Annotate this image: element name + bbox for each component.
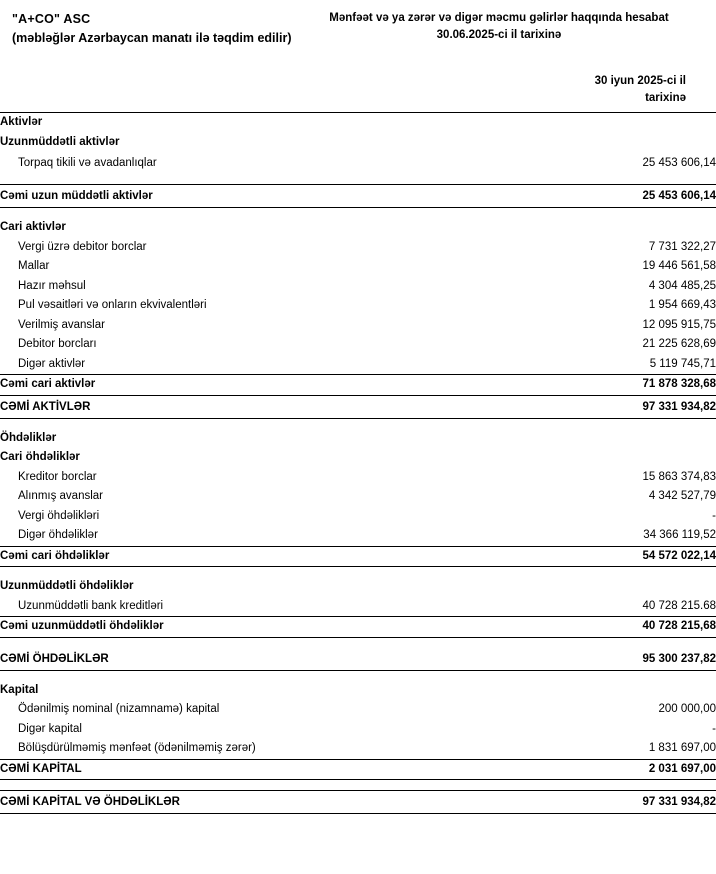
row-label: Uzunmüddətli öhdəliklər xyxy=(0,580,134,593)
row-label: Digər aktivlər xyxy=(18,357,86,370)
row-label: Cəmi uzunmüddətli öhdəliklər xyxy=(0,617,470,638)
row-value: 97 331 934,82 xyxy=(470,395,716,418)
row-value xyxy=(470,133,716,153)
row-label: Aktivlər xyxy=(0,113,470,133)
row-value: 15 863 374,83 xyxy=(642,470,716,483)
table-spacer xyxy=(0,567,716,578)
row-value: 40 728 215.68 xyxy=(642,599,716,612)
table-spacer xyxy=(0,418,716,429)
row-label: Ödənilmiş nominal (nizamnamə) kapital xyxy=(18,703,220,716)
row-value: 4 342 527,79 xyxy=(648,490,716,503)
row-value: 5 119 745,71 xyxy=(649,357,716,370)
row-label: Torpaq tikili və avadanlıqlar xyxy=(18,157,157,170)
row-label: Verilmiş avanslar xyxy=(18,318,105,331)
table-row xyxy=(0,185,716,208)
report-title: Mənfəət və ya zərər və digər məcmu gəlirlər haqqında hesabat xyxy=(329,12,669,24)
table-row xyxy=(0,218,716,238)
row-value xyxy=(470,577,716,597)
column-header xyxy=(0,73,716,106)
row-label: Uzunmüddətli bank kreditləri xyxy=(18,599,164,612)
row-value: 200 000,00 xyxy=(658,703,716,716)
row-label: Kreditor borclar xyxy=(18,470,97,483)
table-row xyxy=(0,681,716,701)
row-label: Cari öhdəliklər xyxy=(0,451,80,464)
table-row xyxy=(0,257,716,277)
report-date: 30.06.2025-ci il tarixinə xyxy=(436,28,562,41)
row-label: Kapital xyxy=(0,683,39,696)
table-spacer xyxy=(0,208,716,219)
row-value: 95 300 237,82 xyxy=(470,648,716,671)
row-value: 1 831 697,00 xyxy=(648,742,716,755)
row-label: Vergi üzrə debitor borclar xyxy=(18,240,147,253)
table-row xyxy=(0,316,716,336)
document-header xyxy=(0,0,716,45)
row-value: 25 453 606,14 xyxy=(642,157,716,170)
row-label: Vergi öhdəlikləri xyxy=(18,509,100,522)
table-row xyxy=(0,487,716,507)
row-label: Pul vəsaitləri və onların ekvivalentləri xyxy=(18,299,207,312)
row-label: Digər kapital xyxy=(18,722,82,735)
row-value: - xyxy=(712,722,716,735)
row-label: Digər öhdəliklər xyxy=(18,529,98,542)
table-row xyxy=(0,597,716,617)
row-label: Cəmi cari öhdəliklər xyxy=(0,546,470,567)
row-label: CƏMİ ÖHDƏLİKLƏR xyxy=(0,648,470,671)
row-label: Cəmi cari aktivlər xyxy=(0,375,470,396)
table-row xyxy=(0,395,716,418)
row-label: Bölüşdürülməmiş mənfəət (ödənilməmiş zərər) xyxy=(18,742,256,755)
row-label: Cari aktivlər xyxy=(0,221,66,234)
table-row xyxy=(0,277,716,297)
row-value: 25 453 606,14 xyxy=(470,185,716,208)
table-row xyxy=(0,739,716,759)
table-row xyxy=(0,448,716,468)
table-row xyxy=(0,296,716,316)
table-row xyxy=(0,720,716,740)
row-label: CƏMİ KAPİTAL xyxy=(0,759,470,780)
company-name: "A+CO" ASC xyxy=(12,12,91,26)
row-label: CƏMİ KAPİTAL VƏ ÖHDƏLİKLƏR xyxy=(0,791,470,814)
row-label: Uzunmüddətli aktivlər xyxy=(0,135,120,148)
table-row xyxy=(0,335,716,355)
table-row xyxy=(0,617,716,638)
column-header-line1: 30 iyun 2025-ci il xyxy=(594,75,686,87)
row-value: 7 731 322,27 xyxy=(648,240,716,253)
company-block xyxy=(12,8,312,45)
row-label: Cəmi uzun müddətli aktivlər xyxy=(0,185,470,208)
report-title-block xyxy=(312,8,686,43)
row-label: Öhdəliklər xyxy=(0,431,57,444)
row-value xyxy=(470,113,716,133)
row-value xyxy=(470,681,716,701)
table-row xyxy=(0,791,716,814)
row-value xyxy=(470,429,716,449)
table-row xyxy=(0,546,716,567)
row-value: 97 331 934,82 xyxy=(470,791,716,814)
row-value xyxy=(470,218,716,238)
table-row xyxy=(0,133,716,153)
table-row xyxy=(0,468,716,488)
table-row xyxy=(0,238,716,258)
row-label: Debitor borcları xyxy=(18,338,97,351)
row-value xyxy=(470,448,716,468)
table-row xyxy=(0,700,716,720)
table-row xyxy=(0,648,716,671)
column-header-line2: tarixinə xyxy=(645,91,686,104)
balance-sheet-table xyxy=(0,112,716,814)
row-value: - xyxy=(712,509,716,522)
row-label: Alınmış avanslar xyxy=(18,490,104,503)
table-row xyxy=(0,507,716,527)
table-row xyxy=(0,577,716,597)
row-value: 40 728 215,68 xyxy=(470,617,716,638)
table-row xyxy=(0,113,716,133)
row-value: 34 366 119,52 xyxy=(643,529,716,542)
table-spacer xyxy=(0,780,716,791)
table-row xyxy=(0,429,716,449)
table-spacer xyxy=(0,637,716,648)
company-currency-note: (məbləğlər Azərbaycan manatı ilə təqdim edilir) xyxy=(12,31,292,45)
row-value: 71 878 328,68 xyxy=(470,375,716,396)
table-row xyxy=(0,375,716,396)
row-value: 2 031 697,00 xyxy=(470,759,716,780)
row-value: 12 095 915,75 xyxy=(642,318,716,331)
row-label: Hazır məhsul xyxy=(18,279,86,292)
row-value: 21 225 628,69 xyxy=(642,338,716,351)
row-value: 54 572 022,14 xyxy=(470,546,716,567)
table-row xyxy=(0,152,716,174)
row-label: CƏMİ AKTİVLƏR xyxy=(0,395,470,418)
row-value: 4 304 485,25 xyxy=(648,279,716,292)
row-label: Mallar xyxy=(18,260,50,273)
table-row xyxy=(0,526,716,546)
table-row xyxy=(0,355,716,375)
table-spacer xyxy=(0,670,716,681)
row-value: 19 446 561,58 xyxy=(642,260,716,273)
row-value: 1 954 669,43 xyxy=(648,299,716,312)
table-row xyxy=(0,759,716,780)
table-spacer xyxy=(0,174,716,185)
